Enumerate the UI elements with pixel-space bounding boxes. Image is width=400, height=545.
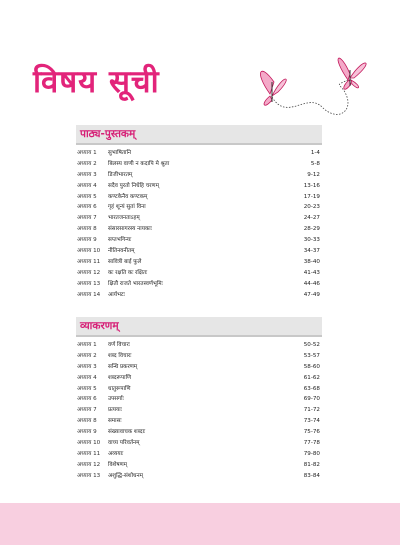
page-range: 50-52 (303, 342, 320, 348)
chapter-number: अध्याय 10 (77, 440, 101, 447)
chapter-number: अध्याय 7 (77, 215, 97, 222)
page-range: 5-8 (310, 160, 320, 167)
chapter-title: गृहं शून्यं सुतां विना (108, 204, 146, 211)
toc-row[interactable] (76, 170, 322, 181)
chapter-title: नीतिनवनीतम् (108, 248, 135, 255)
toc-row[interactable] (76, 427, 322, 438)
toc-row[interactable] (76, 159, 322, 170)
chapter-number: अध्याय 14 (77, 291, 101, 298)
chapter-number: अध्याय 11 (77, 450, 101, 457)
chapter-number: अध्याय 5 (77, 385, 97, 392)
toc-row[interactable] (76, 224, 322, 235)
toc-row[interactable] (76, 405, 322, 416)
toc-row[interactable] (76, 192, 322, 203)
toc-row[interactable] (76, 213, 322, 224)
chapter-number: अध्याय 9 (77, 429, 97, 436)
chapter-title: डिजीभारतम् (108, 171, 133, 178)
page-range: 71-72 (303, 407, 320, 414)
toc-list (76, 340, 322, 482)
chapter-title: कः रक्षति कः रक्षितः (108, 269, 148, 276)
toc-row[interactable] (76, 268, 322, 279)
toc-row[interactable] (76, 416, 322, 427)
chapter-title: सुभाषितानि (108, 150, 132, 156)
chapter-title: विशेषणम् (108, 461, 127, 468)
chapter-number: अध्याय 12 (77, 269, 101, 276)
chapter-number: अध्याय 1 (77, 342, 97, 348)
chapter-number: अध्याय 6 (77, 204, 97, 211)
chapter-title: अव्ययाः (108, 450, 124, 457)
section-title: व्याकरणम् (80, 320, 119, 332)
chapter-number: अध्याय 3 (77, 363, 97, 370)
page-range: 83-84 (303, 472, 320, 479)
page-range: 63-68 (303, 385, 320, 392)
toc-row[interactable] (76, 246, 322, 257)
chapter-number: अध्याय 5 (77, 193, 97, 200)
toc-row[interactable] (76, 394, 322, 405)
page-range: 69-70 (303, 396, 320, 403)
chapter-title: सन्धि प्रकरणम् (108, 363, 138, 370)
chapter-number: अध्याय 9 (77, 237, 97, 244)
toc-row[interactable] (76, 384, 322, 395)
page-range: 47-49 (303, 291, 320, 298)
toc-row[interactable] (76, 449, 322, 460)
toc-row[interactable] (76, 202, 322, 213)
butterfly-small-icon (260, 71, 286, 105)
page-range: 75-76 (303, 429, 320, 436)
page-range: 24-27 (303, 215, 320, 222)
page-range: 77-78 (303, 440, 320, 447)
butterfly-icon (252, 52, 382, 122)
toc-row[interactable] (76, 373, 322, 384)
page-range: 79-80 (303, 450, 320, 457)
chapter-title: बिलस्य वाणी न कदापि मे श्रुता (108, 160, 170, 167)
section-heading (76, 317, 322, 337)
chapter-number: अध्याय 2 (77, 352, 97, 359)
toc-list (76, 148, 322, 300)
page-range: 20-23 (303, 204, 320, 211)
toc-row[interactable] (76, 235, 322, 246)
page-range: 28-29 (303, 226, 320, 233)
page-range: 9-12 (307, 171, 320, 178)
chapter-title: कण्टकेनैव कण्टकम् (108, 193, 148, 200)
chapter-title: शब्दरूपाणि (108, 374, 132, 381)
chapter-title: संसारसागरस्य नायकाः (108, 226, 152, 233)
chapter-title: सदैव पुरतो निधेहि चरणम् (108, 182, 159, 189)
chapter-title: धातुरूपाणि (108, 385, 131, 392)
chapter-title: उपसर्गाः (108, 396, 124, 403)
page-range: 13-16 (303, 182, 320, 189)
page-range: 53-57 (303, 352, 320, 359)
page-range: 81-82 (303, 461, 320, 468)
chapter-title: अशुद्धि-संशोधनम् (108, 472, 143, 479)
section-vyakaranam (76, 317, 322, 482)
page-range: 1-4 (310, 150, 320, 156)
butterfly-large-icon (338, 58, 366, 89)
page-range: 58-60 (303, 363, 320, 370)
chapter-number: अध्याय 12 (77, 461, 101, 468)
chapter-number: अध्याय 7 (77, 407, 97, 414)
page-range: 30-33 (303, 237, 320, 244)
page-range: 34-37 (303, 248, 320, 255)
chapter-title: वर्ण विचारः (108, 342, 130, 348)
page-range: 41-43 (303, 269, 320, 276)
chapter-number: अध्याय 8 (77, 418, 97, 425)
page-range: 38-40 (303, 258, 320, 265)
chapter-number: अध्याय 4 (77, 182, 97, 189)
toc-row[interactable] (76, 460, 322, 471)
chapter-number: अध्याय 8 (77, 226, 97, 233)
toc-row[interactable] (76, 181, 322, 192)
section-title: पाठ्य-पुस्तकम् (80, 128, 136, 140)
chapter-number: अध्याय 1 (77, 150, 97, 156)
toc-row[interactable] (76, 257, 322, 268)
chapter-title: क्षितौ राजते भारतस्वर्णभूमिः (108, 280, 163, 287)
chapter-number: अध्याय 13 (77, 280, 101, 287)
footer-band (0, 503, 400, 545)
chapter-title: संख्यावाचक शब्दाः (108, 429, 146, 436)
chapter-number: अध्याय 2 (77, 160, 97, 167)
chapter-number: अध्याय 4 (77, 374, 97, 381)
page-range: 44-46 (303, 280, 320, 287)
chapter-number: अध्याय 13 (77, 472, 101, 479)
toc-row[interactable] (76, 290, 322, 301)
page-title: विषय सूची (33, 64, 160, 100)
chapter-number: अध्याय 6 (77, 396, 97, 403)
toc-row[interactable] (76, 438, 322, 449)
toc-row[interactable] (76, 362, 322, 373)
page-range: 73-74 (303, 418, 320, 425)
chapter-number: अध्याय 10 (77, 248, 101, 255)
chapter-title: आर्यभटः (108, 291, 125, 298)
chapter-number: अध्याय 11 (77, 258, 101, 265)
page-range: 61-62 (303, 374, 320, 381)
chapter-title: प्रत्ययाः (108, 407, 122, 414)
chapter-title: सप्तभगिन्यः (108, 237, 132, 244)
chapter-title: सावित्री बाई फुले (108, 258, 142, 265)
section-pathya-pustakam (76, 125, 322, 300)
chapter-title: वाच्य परिवर्तनम् (108, 440, 140, 447)
toc-row[interactable] (76, 351, 322, 362)
chapter-number: अध्याय 3 (77, 171, 97, 178)
toc-row[interactable] (76, 340, 322, 351)
section-heading (76, 125, 322, 145)
page-range: 17-19 (303, 193, 320, 200)
toc-row[interactable] (76, 279, 322, 290)
chapter-title: समासः (108, 418, 122, 425)
toc-row[interactable] (76, 148, 322, 159)
chapter-title: भारतजनताऽहम् (108, 215, 140, 222)
toc-row[interactable] (76, 471, 322, 482)
chapter-title: शब्द विचारः (108, 352, 132, 359)
